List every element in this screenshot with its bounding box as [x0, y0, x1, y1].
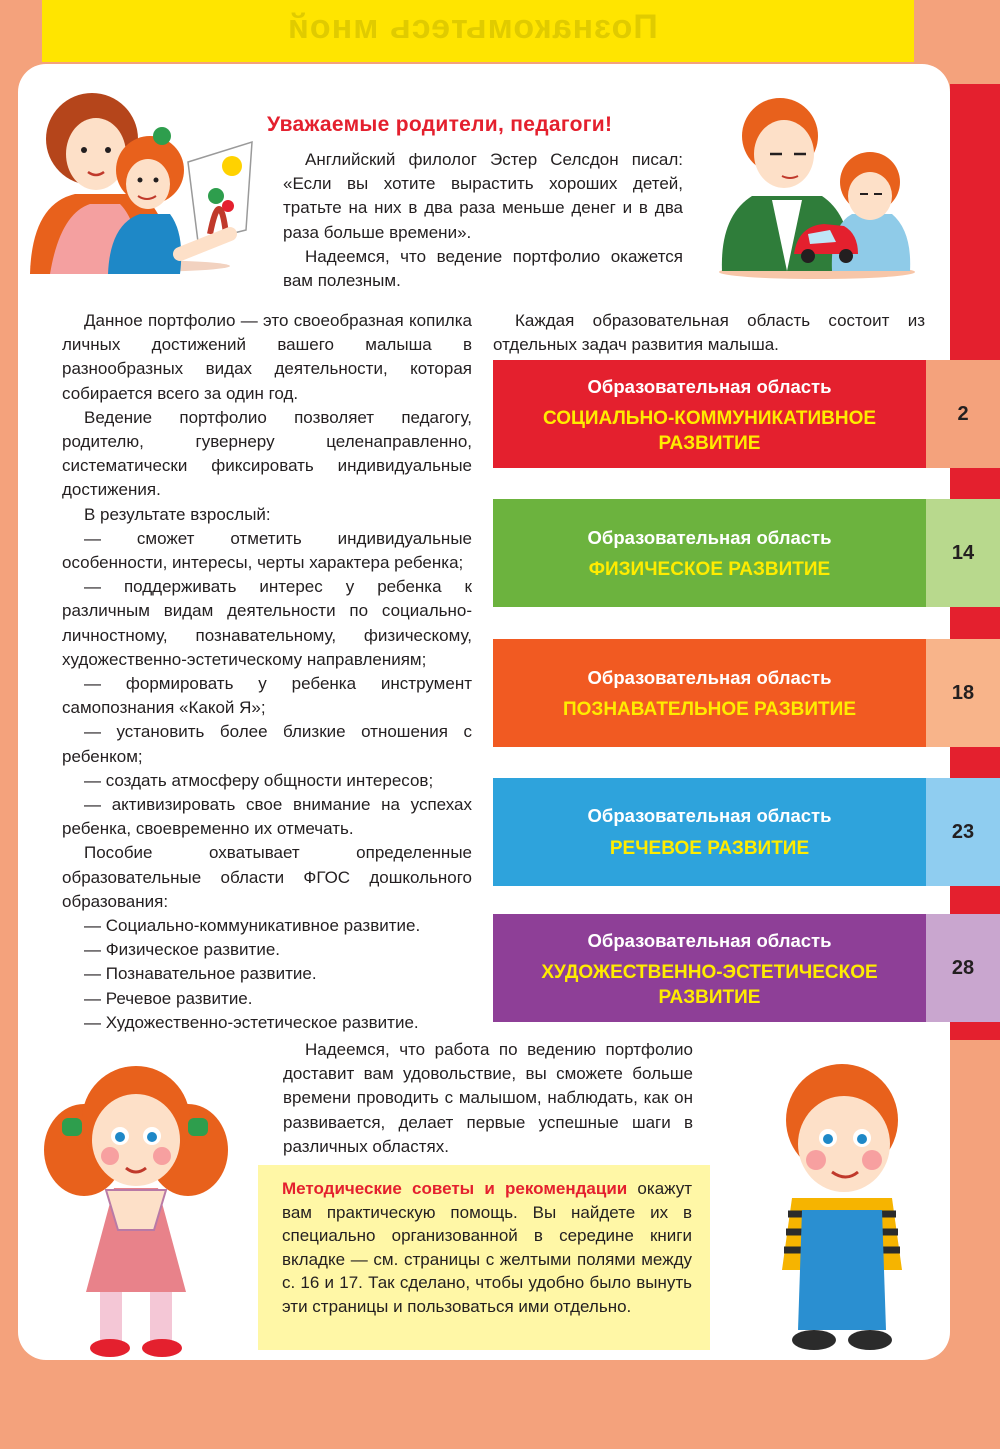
top-yellow-band: [42, 0, 914, 62]
paragraph: Ведение портфолио позволяет педагогу, родителю, гувернеру целенаправленно, систематически фиксировать индивидуальные достижения.: [62, 407, 472, 500]
father-son-illustration: [712, 96, 922, 281]
page-tab[interactable]: 2: [926, 360, 1000, 468]
section-caption: Образовательная область: [587, 667, 832, 688]
bullet-item: — установить более близкие отношения с ребенком;: [62, 722, 472, 766]
left-column-text: [62, 309, 472, 1035]
section-name-line: РЕЧЕВОЕ РАЗВИТИЕ: [609, 838, 810, 859]
bullet-item: — сможет отметить индивидуальные особенности, интересы, черты характера ребенка;: [62, 528, 472, 573]
section-name-line: ПОЗНАВАТЕЛЬНОЕ РАЗВИТИЕ: [563, 699, 856, 720]
mother-daughter-illustration: [20, 84, 260, 274]
section-caption: Образовательная область: [587, 805, 832, 826]
section-caption: Образовательная область: [587, 930, 832, 951]
bullet-item: — поддерживать интерес у ребенка к различным видам деятельности по социально-личностному, познавательному, физическому, художественно-эстетическому направлениям;: [62, 577, 472, 669]
list-item: — Речевое развитие.: [84, 988, 253, 1008]
section-name: [493, 836, 926, 861]
intro-paragraph: Английский филолог Эстер Селсдон писал: «Если вы хотите вырастить хороших детей, тратьте на них в два раза меньше денег и в два раза больше времени».: [283, 150, 683, 242]
section-name: [493, 960, 926, 1010]
section-artistic-aesthetic[interactable]: [493, 914, 926, 1022]
bullet-item: — активизировать свое внимание на успехах ребенка, своевременно их отмечать.: [62, 795, 472, 839]
paragraph: Данное портфолио — это своеобразная копилка личных достижений вашего малыша в разнообразных видах деятельности, которая собирается всего за один год.: [62, 311, 472, 403]
section-name-line: СОЦИАЛЬНО-КОММУНИКАТИВНОЕ: [542, 408, 877, 429]
tip-title: Методические советы и рекомендации: [282, 1179, 628, 1198]
tip-body: окажут вам практическую помощь. Вы найдете их в специально организованной в середине книги вкладке — см. страницы с желтыми полями между с. 16 и 17. Так сделано, чтобы удобно было вынуть эти страницы и пользоваться ими отдельно.: [282, 1179, 692, 1316]
section-name: [493, 557, 926, 582]
page-tab[interactable]: 18: [926, 639, 1000, 747]
section-name: [493, 406, 926, 456]
paragraph: Надеемся, что работа по ведению портфолио доставит вам удовольствие, вы сможете больше времени проводить с малышом, наблюдать, как он развивается, делает первые успешные шаги в различных областях.: [283, 1040, 693, 1156]
mirrored-title: Познакомьтесь мной: [287, 8, 658, 46]
section-name-line: ХУДОЖЕСТВЕННО-ЭСТЕТИЧЕСКОЕ: [541, 962, 878, 983]
section-physical[interactable]: [493, 499, 926, 607]
right-edge-peach-strip: [950, 1040, 1000, 1449]
bullet-item: — создать атмосферу общности интересов;: [84, 770, 434, 790]
paragraph: Пособие охватывает определенные образовательные области ФГОС дошкольного образования:: [62, 843, 472, 911]
section-name-line: РАЗВИТИЕ: [658, 433, 761, 454]
sections-intro: [493, 309, 925, 357]
section-name-line: ФИЗИЧЕСКОЕ РАЗВИТИЕ: [588, 559, 831, 580]
greeting-heading: Уважаемые родители, педагоги!: [267, 113, 613, 136]
list-item: — Художественно-эстетическое развитие.: [84, 1012, 419, 1032]
list-item: — Физическое развитие.: [84, 940, 281, 960]
section-cognitive[interactable]: [493, 639, 926, 747]
paragraph: Каждая образовательная область состоит из отдельных задач развития малыша.: [493, 311, 925, 355]
list-item: — Социально-коммуникативное развитие.: [84, 916, 421, 936]
section-name-line: РАЗВИТИЕ: [658, 987, 761, 1008]
page-tab[interactable]: 23: [926, 778, 1000, 886]
list-item: — Познавательное развитие.: [84, 964, 317, 984]
tip-text: [282, 1177, 692, 1318]
girl-illustration: [36, 1060, 236, 1360]
boy-illustration: [752, 1060, 932, 1360]
section-caption: Образовательная область: [587, 527, 832, 548]
bullet-item: — формировать у ребенка инструмент самопознания «Какой Я»;: [62, 674, 472, 718]
closing-text: [283, 1038, 693, 1159]
section-name: [493, 697, 926, 722]
section-social-communicative[interactable]: [493, 360, 926, 468]
intro-text: [283, 148, 683, 293]
section-speech[interactable]: [493, 778, 926, 886]
section-caption: Образовательная область: [587, 376, 832, 397]
page-tab[interactable]: 28: [926, 914, 1000, 1022]
page-tab[interactable]: 14: [926, 499, 1000, 607]
intro-paragraph: Надеемся, что ведение портфолио окажется вам полезным.: [283, 246, 683, 291]
paragraph: В результате взрослый:: [84, 504, 271, 524]
